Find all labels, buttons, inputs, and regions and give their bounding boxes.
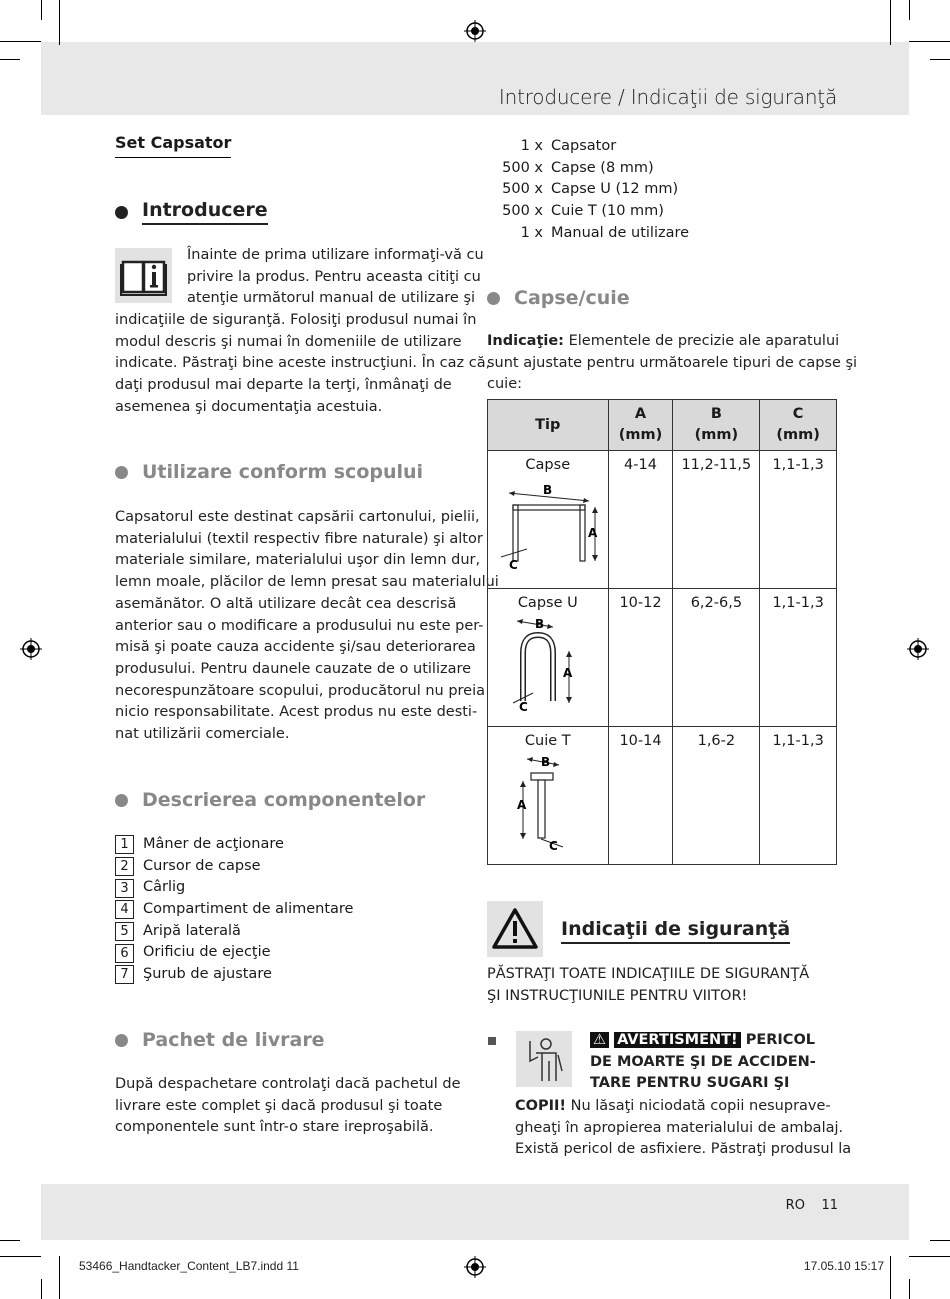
list-item: 4 Compartiment de alimentare: [115, 899, 353, 921]
staple-table: [487, 399, 837, 865]
svg-text:A: A: [516, 798, 527, 812]
list-item: 1 x Capsator: [520, 138, 617, 154]
safety-heading: Indicaţii de siguranţă: [561, 918, 790, 944]
svg-text:C: C: [548, 839, 558, 851]
table-row: [488, 451, 837, 589]
table-cell: 1,1-1,3: [760, 727, 837, 865]
u-staple-diagram-icon: [493, 613, 603, 713]
usage-paragraph: Capsatorul este destinat capsării cartonului, pielii, materialului (textil respectiv fibre naturale) şi altor materiale similare, materialului uşor din lemn dur, lemn moale, plăcilor de lemn presat sau materialului asemănător. O altă utilizare decât cea descrisă anterior sau o modificare a produsului nu este per- misă şi poate cauza accidente şi/sau deteriorarea produsului. Pentru daunele cauzate de o utilizare necorespunzătoare scopului, producătorul nu preia nicio responsabilitate. Acest produs nu este desti- nat utilizării comerciale.: [115, 509, 499, 743]
info-book-icon: [115, 248, 172, 303]
svg-text:A: A: [562, 666, 573, 680]
svg-text:B: B: [534, 617, 544, 631]
table-header: B (mm): [673, 400, 760, 451]
list-item: 1 x Manual de utilizare: [520, 224, 690, 241]
footer-band: [41, 1184, 909, 1240]
table-header: Tip: [488, 400, 609, 451]
warning-triangle-small-icon: ⚠: [593, 1032, 606, 1048]
safety-keep-text: PĂSTRAŢI TOATE INDICAŢIILE DE SIGURANŢĂ ŞI INSTRUCŢIUNILE PENTRU VIITOR!: [487, 966, 810, 1004]
components-list: [115, 834, 353, 986]
svg-text:C: C: [518, 700, 528, 713]
registration-mark-icon: [20, 638, 42, 660]
package-paragraph: După despachetare controlaţi dacă pachetul de livrare este complet şi dacă produsul şi toate componentele sunt într-o stare ireproşabilă.: [115, 1076, 461, 1136]
staples-note: Indicaţie: Elementele de precizie ale aparatului sunt ajustate pentru următoarele tipuri de capse şi cuie:: [487, 333, 858, 393]
table-cell: 4-14: [608, 451, 673, 589]
warning-title: ⚠ AVERTISMENT! PERICOL DE MOARTE ŞI DE ACCIDEN- TARE PENTRU SUGARI ŞI: [590, 1032, 816, 1092]
svg-text:B: B: [542, 483, 552, 497]
table-cell: 1,6-2: [673, 727, 760, 865]
list-item: 6 Orificiu de ejecţie: [115, 942, 353, 964]
registration-mark-icon: [907, 638, 929, 660]
page-header-title: Introducere / Indicaţii de siguranţă: [498, 85, 837, 109]
intro-heading: Introducere: [115, 199, 268, 225]
table-header-row: [488, 400, 837, 451]
list-item: 7 Şurub de ajustare: [115, 964, 353, 986]
staple-diagram-icon: [493, 475, 603, 575]
table-row: [488, 589, 837, 727]
bullet-square: [488, 1037, 496, 1045]
delivery-list: [485, 136, 689, 245]
page-number: RO 11: [785, 1198, 838, 1213]
list-item: 1 Mâner de acţionare: [115, 834, 353, 856]
table-cell: 6,2-6,5: [673, 589, 760, 727]
print-datetime: 17.05.10 15:17: [803, 1259, 884, 1273]
registration-mark-icon: [464, 20, 486, 42]
staples-heading: Capse/cuie: [487, 287, 630, 309]
table-cell: 10-14: [608, 727, 673, 865]
package-heading: Pachet de livrare: [115, 1029, 325, 1051]
list-item: 500 x Capse U (12 mm): [502, 181, 679, 198]
file-name: 53466_Handtacker_Content_LB7.indd 11: [79, 1259, 299, 1273]
list-item: 500 x Cuie T (10 mm): [502, 203, 664, 220]
usage-heading: Utilizare conform scopului: [115, 461, 423, 483]
warning-triangle-icon: [487, 901, 543, 957]
table-cell: 10-12: [608, 589, 673, 727]
list-item: 3 Cârlig: [115, 877, 353, 899]
svg-text:A: A: [587, 526, 598, 540]
list-item: 2 Cursor de capse: [115, 856, 353, 878]
svg-text:B: B: [540, 755, 550, 769]
child-hazard-icon: [516, 1031, 572, 1087]
intro-paragraph: indicaţiile de siguranţă. Folosiţi produsul numai în modul descris şi numai în domeniile de utilizare indicate. Păstraţi bine aceste instrucţiuni. În caz că, daţi produsul mai departe la terţi, înmânaţi de asemenea şi documentaţia acestuia.: [115, 312, 491, 415]
table-cell: 1,1-1,3: [760, 589, 837, 727]
components-heading: Descrierea componentelor: [115, 789, 425, 811]
table-header: A (mm): [608, 400, 673, 451]
list-item: 500 x Capse (8 mm): [502, 159, 654, 176]
table-cell: 11,2-11,5: [673, 451, 760, 589]
set-title: Set Capsator: [115, 133, 231, 158]
svg-text:C: C: [508, 558, 518, 572]
table-cell: 1,1-1,3: [760, 451, 837, 589]
table-cell: Capse U B A C: [488, 589, 609, 727]
table-header: C (mm): [760, 400, 837, 451]
table-cell: Cuie T B A C: [488, 727, 609, 865]
registration-mark-icon: [464, 1256, 486, 1278]
t-nail-diagram-icon: [493, 751, 603, 851]
intro-paragraph-top: Înainte de prima utilizare informaţi-vă cu privire la produs. Pentru aceasta citiţi cu atenţie următorul manual de utilizare şi: [187, 247, 484, 307]
table-row: [488, 727, 837, 865]
table-cell: Capse B A C: [488, 451, 609, 589]
warning-text: COPII! Nu lăsaţi niciodată copii nesuprave- gheaţi în apropierea materialului de ambalaj. Există pericol de asfixiere. Păstraţi produsul la: [515, 1098, 852, 1158]
list-item: 5 Aripă laterală: [115, 921, 353, 943]
